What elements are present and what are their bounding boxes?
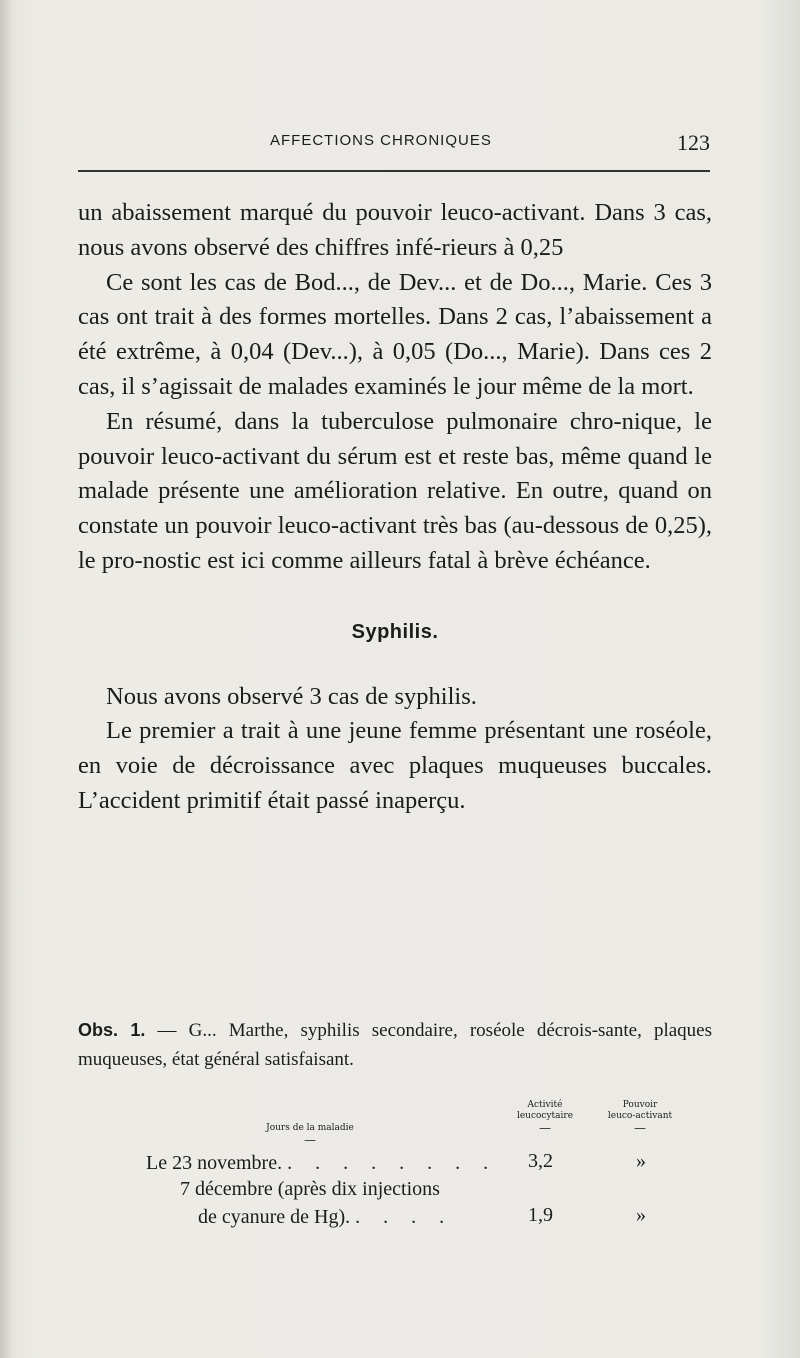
row-date-continued: de cyanure de Hg). [198,1206,351,1228]
running-header [80,130,710,154]
column-header-power: Pouvoir leuco-activant — [607,1100,673,1135]
table-row [180,1176,440,1202]
leader-dots: . . . . . . . . [287,1152,498,1174]
paragraph-1: un abaissement marqué du pouvoir leuco-activant. Dans 3 cas, nous avons observé des chiffres infé-rieurs à 0,25 [78,199,712,261]
page-number: 123 [677,130,710,155]
row-date: Le 23 novembre. [146,1152,283,1174]
power-value: » [636,1150,646,1172]
section-paragraph-1: Nous avons observé 3 cas de syphilis. [106,682,477,710]
table-row [146,1150,497,1176]
paragraph-3: En résumé, dans la tuberculose pulmonaire chro-nique, le pouvoir leuco-activant du sérum est et reste bas, même quand le malade présente une amélioration relative. En outre, quand on constate un pouvoir leuco-activant très bas (au-dessous de 0,25), le pro-nostic est ici comme ailleurs fatal à brève échéance. [78,407,712,574]
running-title: AFFECTIONS CHRONIQUES [270,132,492,149]
section-heading: Syphilis. [351,620,439,643]
observation-label: Obs. 1. [78,1020,146,1040]
observation-text: — G... Marthe, syphilis secondaire, roséole décrois-sante, plaques muqueuses, état général satisfaisant. [78,1020,712,1070]
activity-value: 1,9 [528,1204,553,1226]
leader-dots: . . . . [355,1206,454,1228]
section-paragraph-2: Le premier a trait à une jeune femme présentant une roséole, en voie de décroissance avec plaques muqueuses buccales. L’accident primitif était passé inaperçu. [78,717,712,814]
activity-value: 3,2 [528,1150,553,1172]
row-date: 7 décembre (après dix injections [180,1178,440,1200]
observation-note [78,1016,712,1074]
header-rule [78,170,710,172]
table-row-continued [198,1204,453,1230]
column-header-day: Jours de la maladie — [266,1123,354,1147]
column-header-activity: Activité leucocytaire — [516,1100,574,1135]
main-text [78,196,712,819]
power-value: » [636,1204,646,1226]
paragraph-2: Ce sont les cas de Bod..., de Dev... et de Do..., Marie. Ces 3 cas ont trait à des formes mortelles. Dans 2 cas, l’abaissement a été extrême, à 0,04 (Dev...), à 0,05 (Do..., Marie). Dans ces 2 cas, il s’agissait de malades examinés le jour même de la mort. [78,268,712,400]
